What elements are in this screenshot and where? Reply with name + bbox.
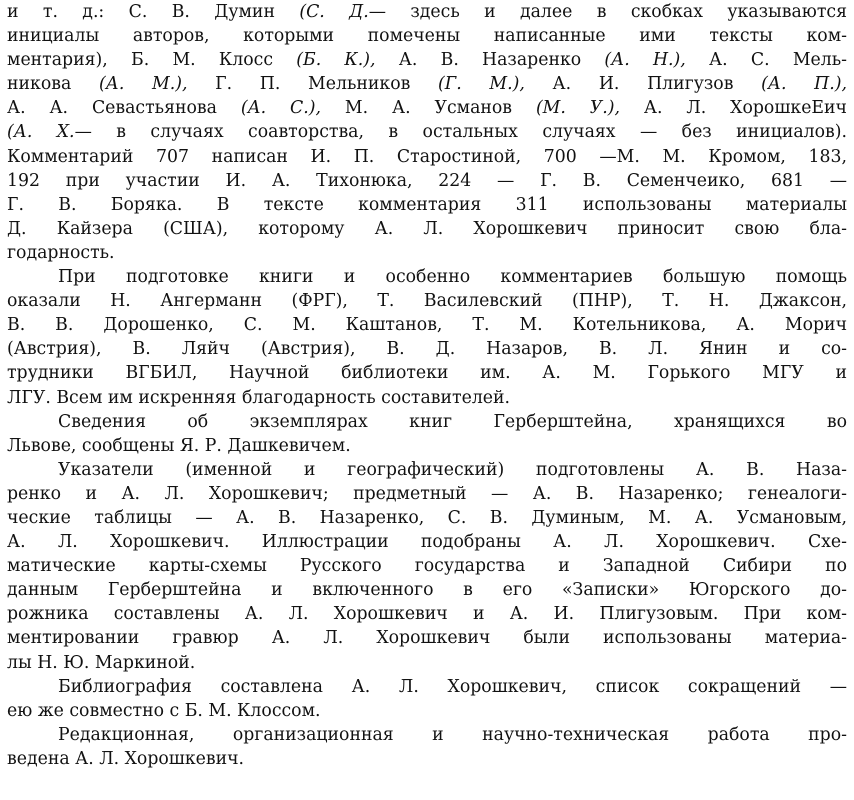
text-segment: — в случаях соавторства, в остальных случаях — без инициалов). bbox=[74, 122, 847, 143]
text-segment: А. В. Назаренко bbox=[375, 50, 605, 71]
text-segment: М. А. Усманов bbox=[321, 98, 536, 119]
text-segment: никова bbox=[7, 74, 99, 95]
text-segment: матические карты-схемы Русского государства и Западной Сибири по bbox=[7, 556, 847, 577]
text-line bbox=[7, 482, 847, 506]
author-initials: (А. С.), bbox=[240, 98, 322, 119]
text-segment: ведена А. Л. Хорошкевич. bbox=[7, 748, 245, 769]
text-line bbox=[7, 747, 847, 771]
text-line bbox=[7, 265, 847, 289]
paragraph-lviv-copies bbox=[7, 410, 847, 458]
text-line bbox=[7, 626, 847, 650]
text-line bbox=[7, 289, 847, 313]
text-line bbox=[7, 458, 847, 482]
text-segment: инициалы авторов, которыми помечены написанные ими тексты ком- bbox=[7, 26, 847, 47]
paragraph-contributors bbox=[7, 0, 847, 265]
text-segment: ЛГУ. Всем им искренняя благодарность составителей. bbox=[7, 387, 511, 408]
author-initials: (С. Д. bbox=[299, 2, 369, 22]
text-line bbox=[7, 24, 847, 48]
text-line bbox=[7, 723, 847, 747]
text-segment: ренко и А. Л. Хорошкевич; предметный — А. В. Назаренко; генеалоги- bbox=[7, 483, 847, 504]
text-line bbox=[7, 410, 847, 434]
document-page bbox=[7, 0, 847, 771]
text-segment: трудники ВГБИЛ, Научной библиотеки им. А. М. Горького МГУ и bbox=[7, 363, 847, 384]
text-segment: лы Н. Ю. Маркиной. bbox=[7, 652, 196, 673]
text-line bbox=[7, 651, 847, 675]
text-line bbox=[7, 48, 847, 72]
text-segment: ческие таблицы — А. В. Назаренко, С. В. Думиным, М. А. Усмановым, bbox=[7, 507, 847, 528]
text-segment: Г. П. Мельников bbox=[187, 74, 439, 95]
text-line bbox=[7, 337, 847, 361]
text-segment: Львове, сообщены Я. Р. Дашкевичем. bbox=[7, 435, 351, 456]
text-segment: Г. В. Боряка. В тексте комментария 311 использованы материалы bbox=[7, 194, 847, 215]
text-segment: Указатели (именной и географический) подготовлены А. В. Наза- bbox=[58, 459, 847, 480]
text-line bbox=[7, 120, 847, 144]
text-line bbox=[7, 241, 847, 265]
author-initials: (А. П.), bbox=[761, 74, 847, 95]
text-line bbox=[7, 217, 847, 241]
author-initials: (Г. М.), bbox=[438, 74, 525, 95]
text-segment: (Австрия), В. Ляйч (Австрия), В. Д. Назаров, В. Л. Янин и со- bbox=[7, 339, 847, 360]
text-segment: При подготовке книги и особенно комментариев большую помощь bbox=[58, 267, 847, 288]
text-line bbox=[7, 554, 847, 578]
text-segment: В. В. Дорошенко, С. М. Каштанов, Т. М. Котельникова, А. Морич bbox=[7, 315, 847, 336]
text-line bbox=[7, 434, 847, 458]
text-segment: Сведения об экземплярах книг Герберштейна, хранящихся во bbox=[58, 411, 847, 432]
text-segment: 192 при участии И. А. Тихонюка, 224 — Г. В. Семенчеико, 681 — bbox=[7, 170, 847, 191]
author-initials: (М. У.), bbox=[535, 98, 620, 119]
text-line bbox=[7, 602, 847, 626]
text-segment: Библиография составлена А. Л. Хорошкевич, список сокращений — bbox=[58, 676, 847, 697]
author-initials: (А. М.), bbox=[98, 74, 188, 95]
text-segment: данным Герберштейна и включенного в его «Записки» Югорского до- bbox=[7, 580, 847, 601]
paragraph-editorial bbox=[7, 723, 847, 771]
text-segment: годарность. bbox=[7, 242, 115, 263]
paragraph-acknowledgements bbox=[7, 265, 847, 410]
text-line bbox=[7, 193, 847, 217]
paragraph-bibliography bbox=[7, 675, 847, 723]
text-line bbox=[7, 386, 847, 410]
author-initials: (Б. К.), bbox=[296, 50, 376, 71]
text-segment: оказали Н. Ангерманн (ФРГ), Т. Василевский (ПНР), Т. Н. Джаксон, bbox=[7, 291, 847, 312]
text-line bbox=[7, 169, 847, 193]
text-segment: Д. Кайзера (США), которому А. Л. Хорошкевич приносит свою бла- bbox=[7, 218, 847, 239]
text-line bbox=[7, 361, 847, 385]
text-segment: А. А. Севастьянова bbox=[7, 98, 241, 119]
text-line bbox=[7, 145, 847, 169]
text-line bbox=[7, 313, 847, 337]
text-segment: А. И. Плигузов bbox=[524, 74, 762, 95]
text-line bbox=[7, 530, 847, 554]
text-line bbox=[7, 506, 847, 530]
text-line bbox=[7, 699, 847, 723]
text-segment: ею же совместно с Б. М. Клоссом. bbox=[7, 700, 321, 721]
text-segment: ментария), Б. М. Клосс bbox=[7, 50, 297, 71]
text-segment: ментировании гравюр А. Л. Хорошкевич были использованы материа- bbox=[7, 628, 847, 649]
text-segment: А. Л. ХорошкеЕич bbox=[619, 98, 847, 119]
text-line bbox=[7, 96, 847, 120]
text-line bbox=[7, 578, 847, 602]
text-line bbox=[7, 0, 847, 24]
paragraph-indexes bbox=[7, 458, 847, 675]
text-segment: Редакционная, организационная и научно-техническая работа про- bbox=[58, 724, 847, 745]
text-segment: рожника составлены А. Л. Хорошкевич и А. И. Плигузовым. При ком- bbox=[7, 604, 847, 625]
text-line bbox=[7, 675, 847, 699]
author-initials: (А. Н.), bbox=[604, 50, 686, 71]
author-initials: (А. X. bbox=[7, 122, 75, 143]
text-segment: А. Л. Хорошкевич. Иллюстрации подобраны А. Л. Хорошкевич. Схе- bbox=[7, 532, 847, 553]
text-segment: Комментарий 707 написан И. П. Старостиной, 700 —М. М. Кромом, 183, bbox=[7, 146, 847, 167]
text-segment: А. С. Мель- bbox=[685, 50, 847, 71]
text-line bbox=[7, 72, 847, 96]
text-segment: и т. д.: С. В. Думин bbox=[7, 2, 300, 22]
text-segment: — здесь и далее в скобках указываются bbox=[368, 2, 847, 22]
